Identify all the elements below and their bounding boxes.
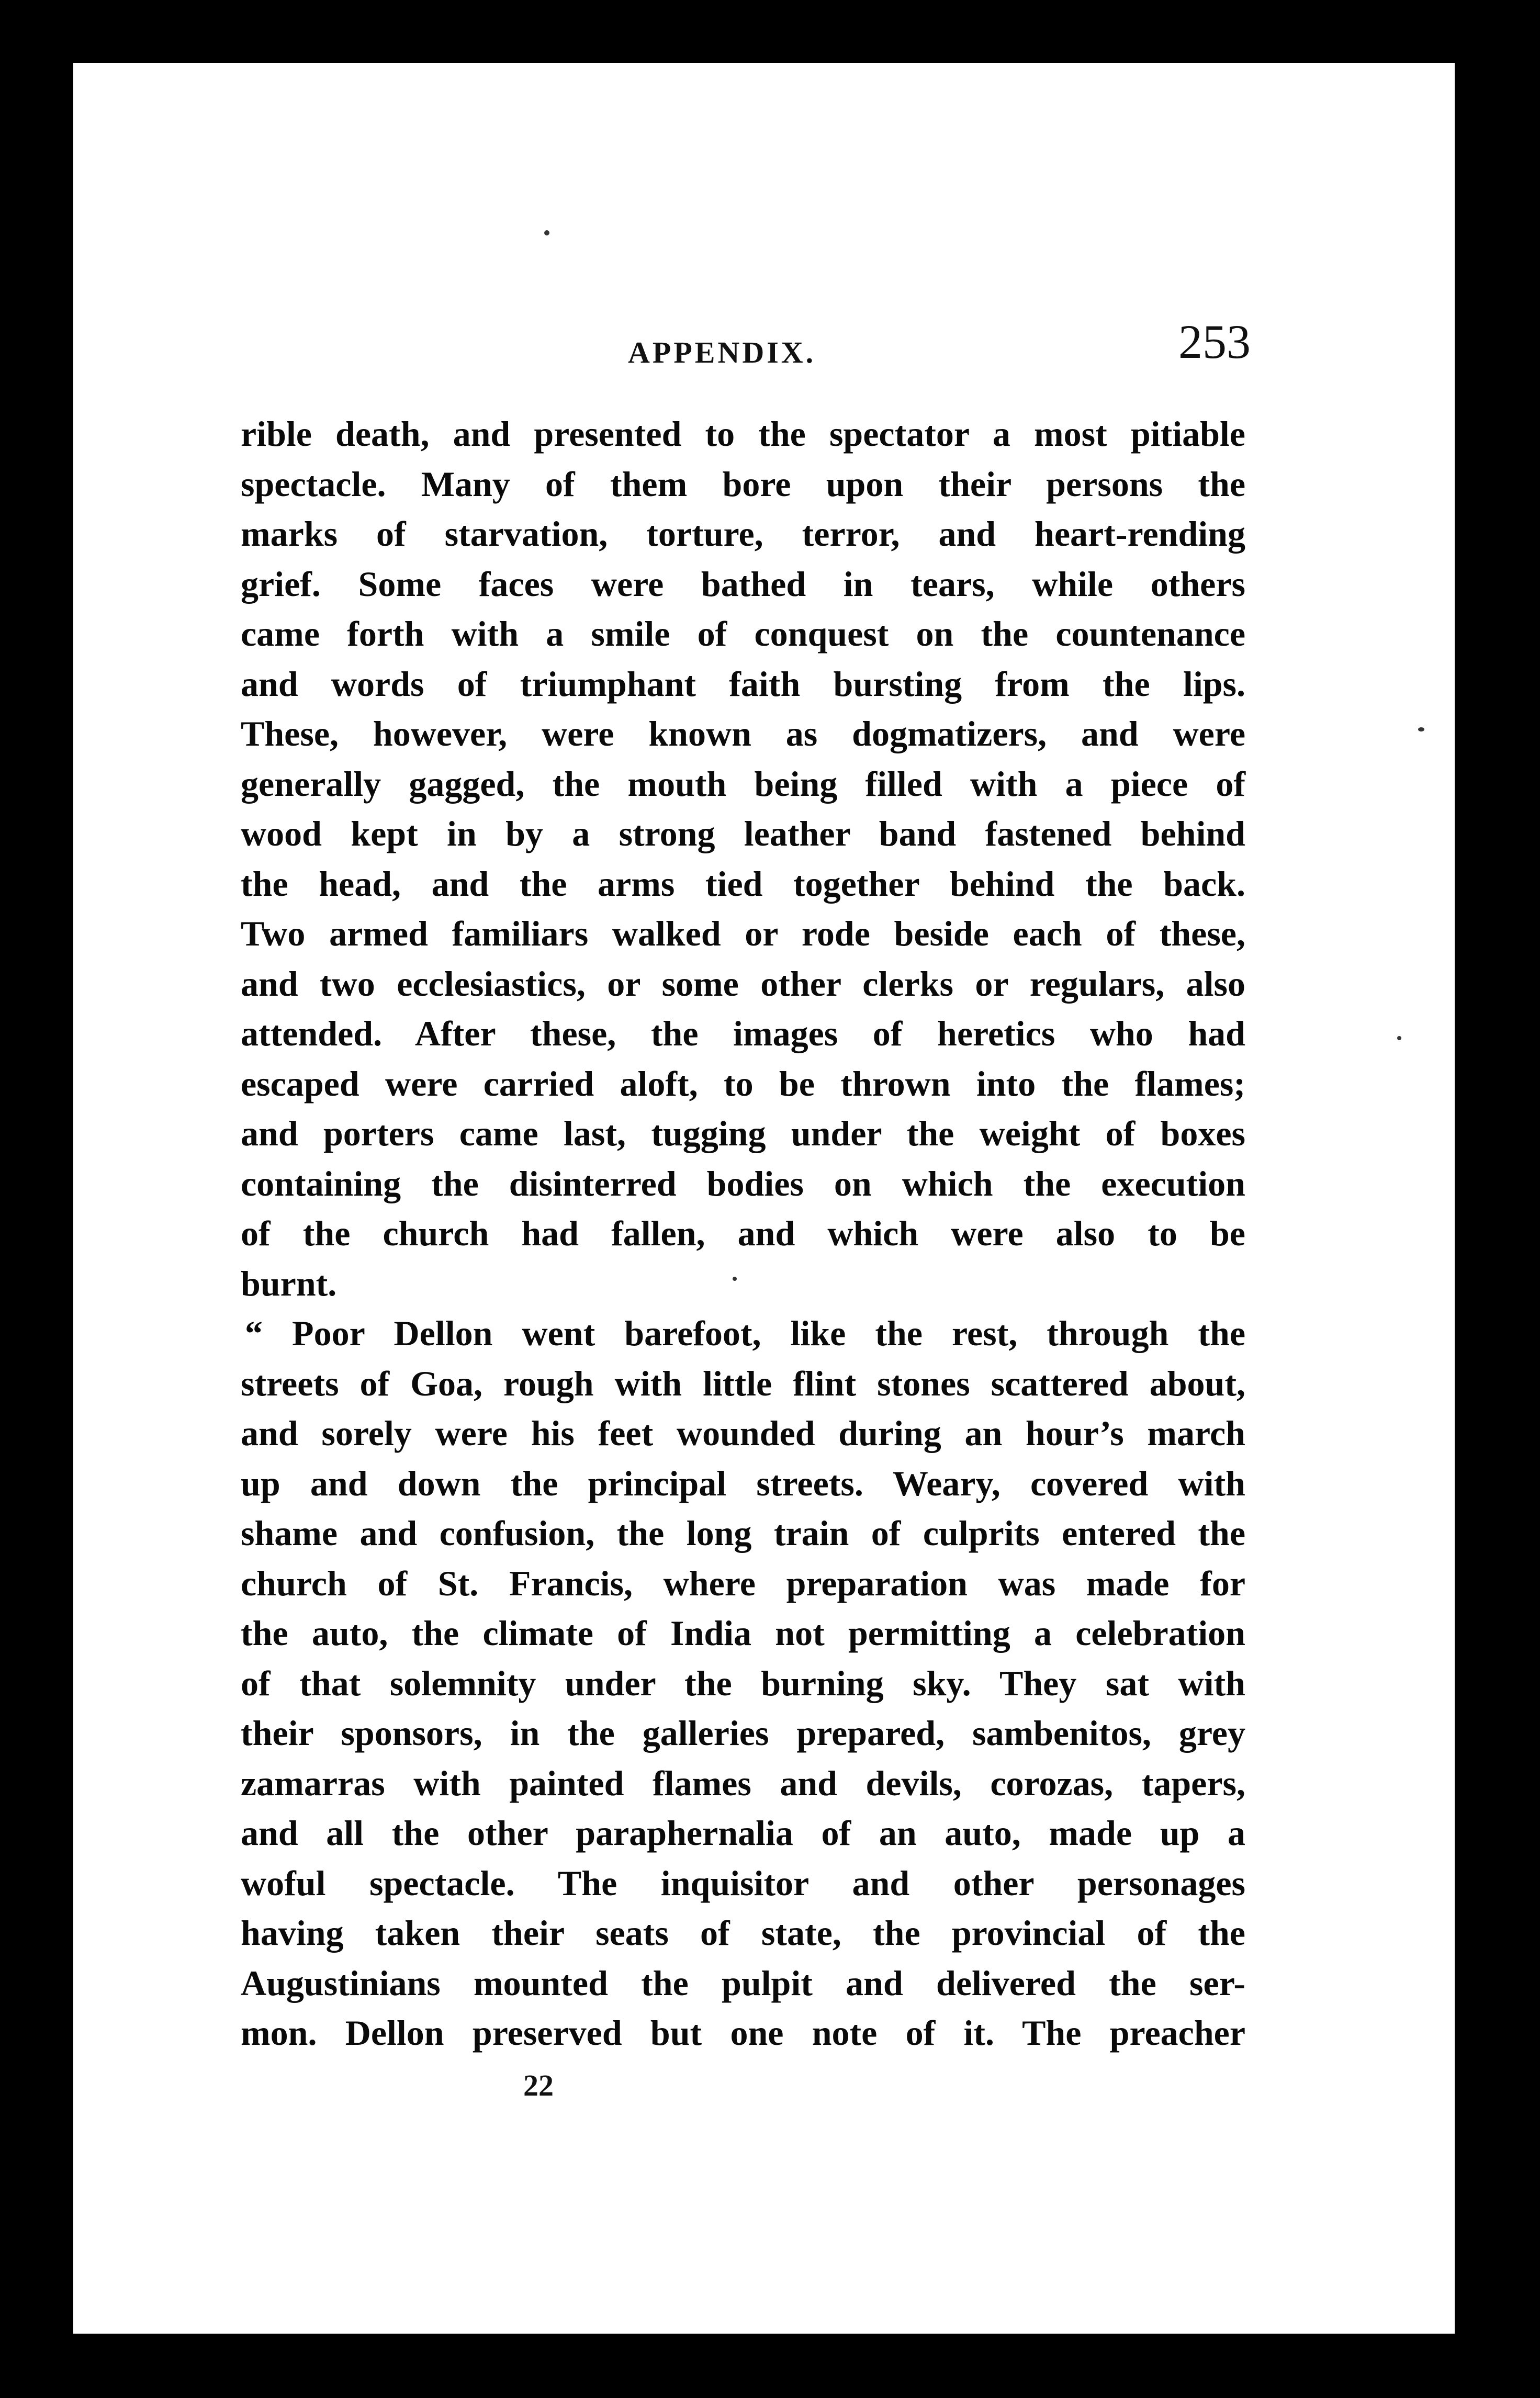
text-line: up and down the principal streets. Weary, covered with: [241, 1463, 1245, 1503]
text-line: Two armed familiars walked or rode beside each of these,: [241, 914, 1245, 953]
text-line: streets of Goa, rough with little flint stones scattered about,: [241, 1363, 1245, 1403]
text-line: shame and confusion, the long train of culprits entered the: [241, 1513, 1245, 1553]
text-line: woful spectacle. The inquisitor and other personages: [241, 1863, 1245, 1903]
body-text: [241, 409, 1245, 2058]
text-line: wood kept in by a strong leather band fastened behind: [241, 814, 1245, 853]
running-head: [241, 314, 1251, 382]
text-line: the head, and the arms tied together behind the back.: [241, 863, 1245, 904]
scan-speck: [733, 1277, 737, 1281]
scan-speck: [1418, 727, 1424, 731]
text-line: These, however, were known as dogmatizers, and were: [241, 714, 1245, 753]
scan-speck: [544, 230, 549, 235]
text-line: and sorely were his feet wounded during an hour’s march: [241, 1413, 1245, 1453]
text-block: [241, 314, 1251, 2103]
text-line: church of St. Francis, where preparation was made for: [241, 1563, 1245, 1603]
text-line: mon. Dellon preserved but one note of it. The preacher: [241, 2013, 1245, 2053]
text-line: generally gagged, the mouth being filled with a piece of: [241, 763, 1245, 804]
text-line: and porters came last, tugging under the weight of boxes: [241, 1113, 1245, 1153]
text-line: “ Poor Dellon went barefoot, like the rest, through the: [245, 1313, 1245, 1353]
text-line: rible death, and presented to the spectator a most pitiable: [241, 414, 1245, 454]
page-number: 253: [1178, 315, 1251, 368]
text-line: and two ecclesiastics, or some other clerks or regulars, also: [241, 963, 1245, 1004]
text-line: and all the other paraphernalia of an auto, made up a: [241, 1813, 1245, 1853]
text-line: spectacle. Many of them bore upon their persons the: [241, 464, 1245, 504]
text-line: the auto, the climate of India not permitting a celebration: [241, 1613, 1245, 1653]
text-line: marks of starvation, torture, terror, and heart-rending: [241, 514, 1245, 554]
text-line: of the church had fallen, and which were also to be: [241, 1213, 1245, 1253]
text-line: escaped were carried aloft, to be thrown into the flames;: [241, 1063, 1245, 1104]
signature-mark: 22: [523, 2068, 554, 2102]
book-page: [73, 63, 1455, 2334]
text-line: containing the disinterred bodies on which the execution: [241, 1163, 1245, 1203]
text-line: of that solemnity under the burning sky. They sat with: [241, 1663, 1245, 1703]
text-line: came forth with a smile of conquest on the countenance: [241, 614, 1245, 654]
text-line: and words of triumphant faith bursting from the lips.: [241, 663, 1245, 704]
text-line: zamarras with painted flames and devils, corozas, tapers,: [241, 1763, 1245, 1803]
text-line: grief. Some faces were bathed in tears, while others: [241, 564, 1245, 604]
text-line: attended. After these, the images of heretics who had: [241, 1014, 1245, 1053]
text-line: their sponsors, in the galleries prepared, sambenitos, grey: [241, 1713, 1245, 1753]
text-line: Augustinians mounted the pulpit and delivered the ser-: [241, 1963, 1245, 2003]
running-title: APPENDIX.: [628, 335, 816, 369]
text-line: having taken their seats of state, the provincial of the: [241, 1913, 1245, 1953]
paragraph-end-line: burnt.: [241, 1263, 337, 1303]
scan-speck: [1397, 1036, 1401, 1040]
